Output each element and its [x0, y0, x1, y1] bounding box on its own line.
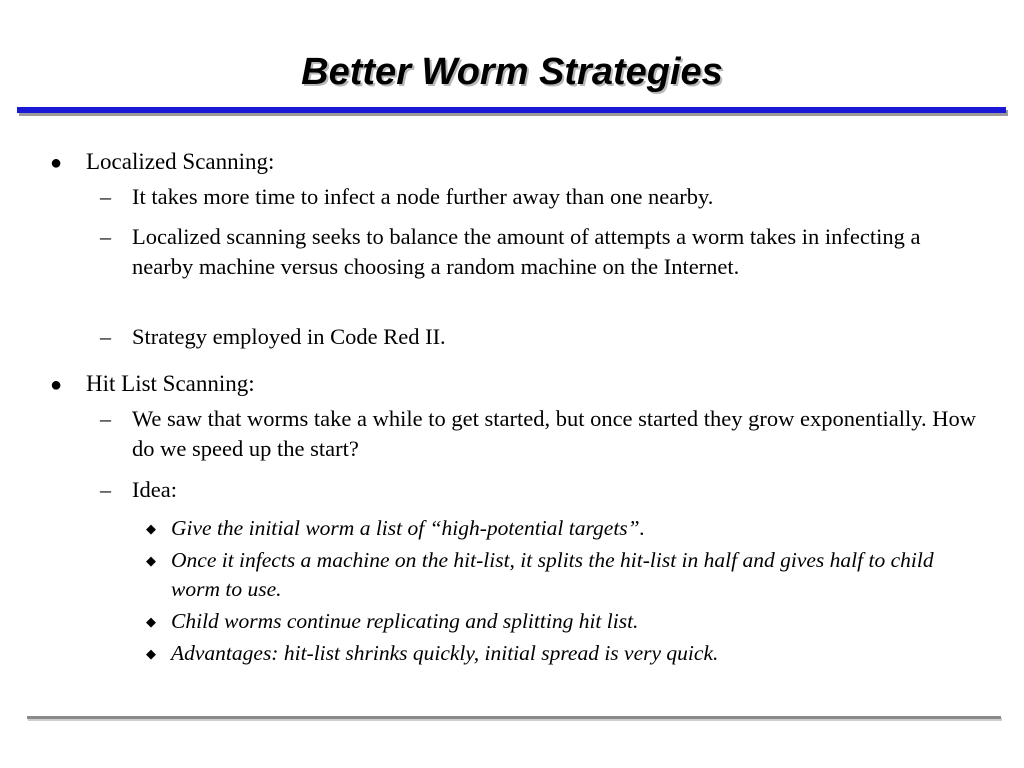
diamond-bullet-icon: ◆ [146, 553, 156, 568]
bullet-icon: ● [50, 152, 63, 174]
bullet-icon: ● [50, 374, 63, 396]
list-item: Localized scanning seeks to balance the amount of attempts a worm takes in infecting a nearby machine versus choosing a random machine on the Internet. [132, 224, 921, 279]
bottom-rule [27, 716, 1001, 719]
section-heading-localized-scanning: Localized Scanning: [86, 149, 275, 174]
list-item: Strategy employed in Code Red II. [132, 324, 446, 349]
dash-icon: – [100, 406, 111, 431]
title-rule [17, 107, 1006, 113]
dash-icon: – [100, 184, 111, 209]
dash-icon: – [100, 324, 111, 349]
sub-list-item: Child worms continue replicating and splitting hit list. [171, 609, 639, 633]
dash-icon: – [100, 224, 111, 249]
section-heading-hit-list-scanning: Hit List Scanning: [86, 371, 255, 396]
sub-list-item: Advantages: hit-list shrinks quickly, initial spread is very quick. [171, 641, 719, 665]
slide-title: Better Worm Strategies [301, 51, 723, 93]
dash-icon: – [100, 477, 111, 502]
diamond-bullet-icon: ◆ [146, 614, 156, 629]
sub-list-item: Give the initial worm a list of “high-potential targets”. [171, 516, 645, 540]
list-item: Idea: [132, 477, 177, 502]
list-item: It takes more time to infect a node further away than one nearby. [132, 184, 714, 209]
diamond-bullet-icon: ◆ [146, 521, 156, 536]
diamond-bullet-icon: ◆ [146, 646, 156, 661]
sub-list-item: Once it infects a machine on the hit-list, it splits the hit-list in half and gives half to child worm to use. [171, 548, 934, 601]
list-item: We saw that worms take a while to get started, but once started they grow exponentially. How do we speed up the start? [132, 406, 976, 461]
